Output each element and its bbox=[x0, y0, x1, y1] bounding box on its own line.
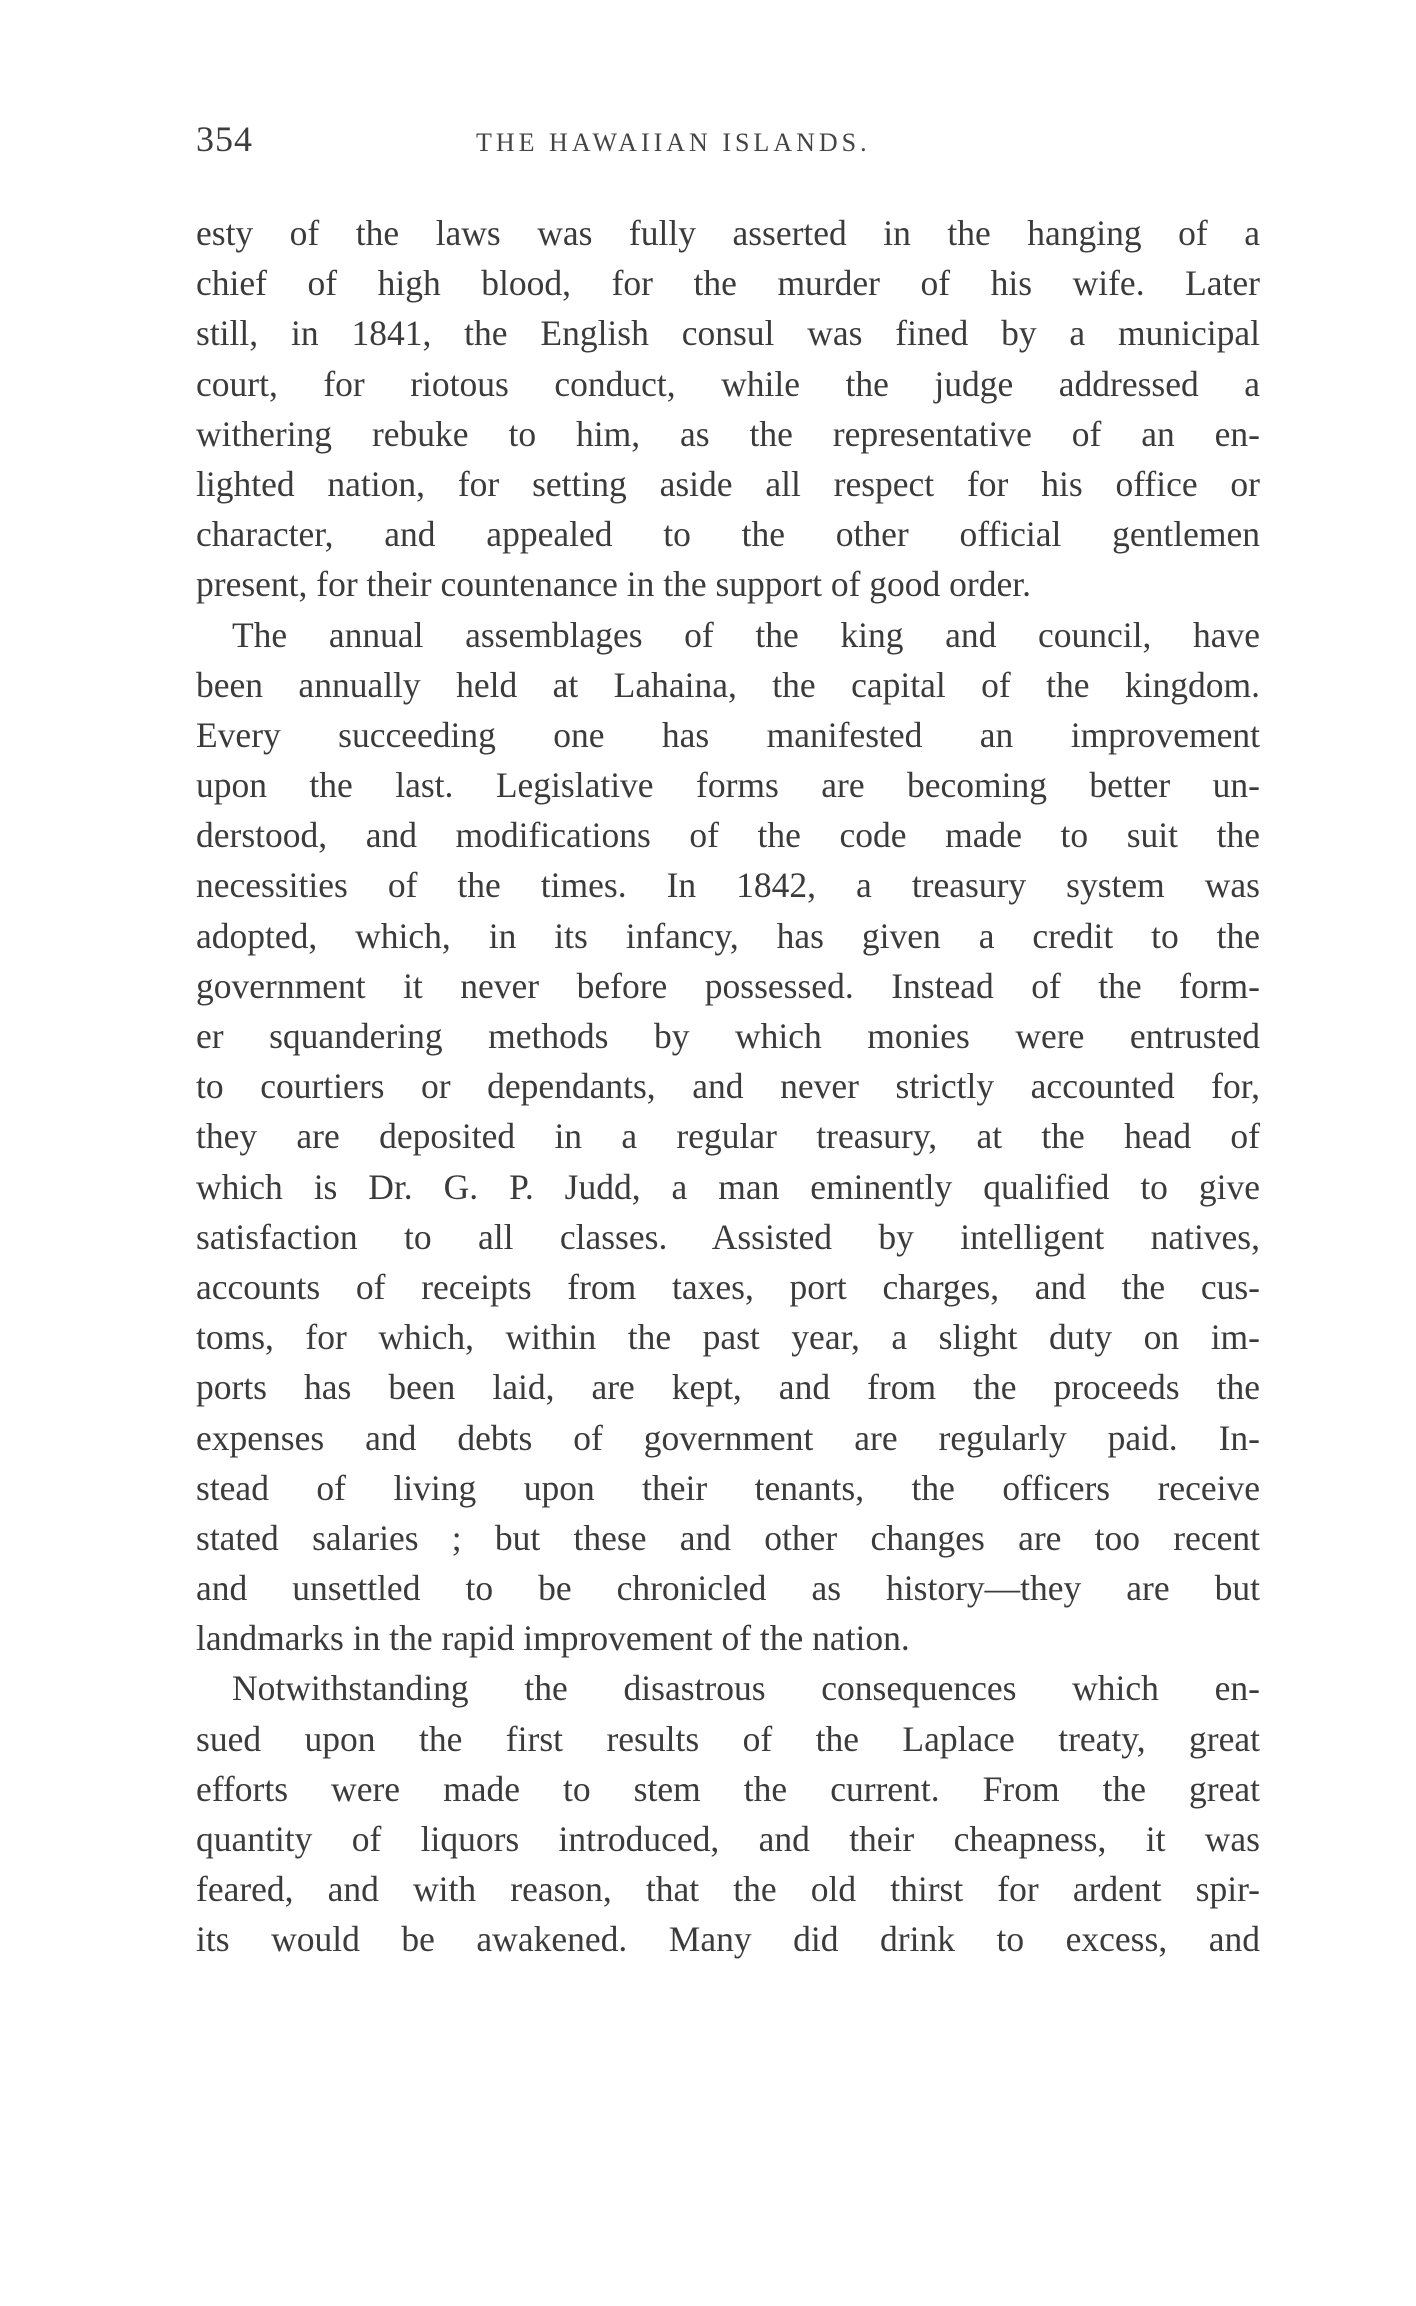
text-line: esty of the laws was fully asserted in the hanging of a bbox=[196, 213, 1260, 253]
text-line: they are deposited in a regular treasury, at the head of bbox=[196, 1116, 1260, 1157]
text-line: which is Dr. G. P. Judd, a man eminently qualified to give bbox=[196, 1166, 1260, 1207]
text-line: chief of high blood, for the murder of his wife. Later bbox=[196, 263, 1260, 304]
text-line: its would be awakened. Many did drink to excess, and bbox=[196, 1919, 1260, 1960]
text-line: government it never before possessed. Instead of the form- bbox=[196, 965, 1260, 1006]
text-line: still, in 1841, the English consul was fined by a municipal bbox=[196, 313, 1260, 354]
text-line: stated salaries ; but these and other changes are too recent bbox=[196, 1517, 1260, 1558]
text-line: ports has been laid, are kept, and from the proceeds the bbox=[196, 1367, 1260, 1408]
text-line: adopted, which, in its infancy, has given a credit to the bbox=[196, 915, 1260, 956]
text-line: expenses and debts of government are regularly paid. In- bbox=[196, 1417, 1260, 1458]
text-line: and unsettled to be chronicled as history—they are but bbox=[196, 1568, 1260, 1609]
text-line: necessities of the times. In 1842, a treasury system was bbox=[196, 865, 1260, 906]
text-line: withering rebuke to him, as the representative of an en- bbox=[196, 413, 1260, 454]
text-line: er squandering methods by which monies were entrusted bbox=[196, 1016, 1260, 1056]
running-title: THE HAWAIIAN ISLANDS. bbox=[476, 128, 871, 157]
page-number: 354 bbox=[196, 119, 253, 159]
text-line: satisfaction to all classes. Assisted by intelligent natives, bbox=[196, 1216, 1260, 1257]
text-line: landmarks in the rapid improvement of the nation. bbox=[196, 1618, 910, 1659]
text-line: accounts of receipts from taxes, port charges, and the cus- bbox=[196, 1266, 1260, 1307]
text-line: stead of living upon their tenants, the officers receive bbox=[196, 1467, 1260, 1508]
text-line: court, for riotous conduct, while the judge addressed a bbox=[196, 363, 1260, 404]
text-line: lighted nation, for setting aside all respect for his office or bbox=[196, 463, 1260, 504]
text-line: Every succeeding one has manifested an improvement bbox=[196, 714, 1260, 755]
text-line: toms, for which, within the past year, a slight duty on im- bbox=[196, 1317, 1260, 1358]
text-line: upon the last. Legislative forms are becoming better un- bbox=[196, 765, 1260, 806]
text-line: present, for their countenance in the support of good order. bbox=[196, 564, 1031, 605]
text-line: The annual assemblages of the king and council, have bbox=[232, 614, 1260, 655]
text-line: been annually held at Lahaina, the capital of the kingdom. bbox=[196, 664, 1260, 705]
text-line: feared, and with reason, that the old thirst for ardent spir- bbox=[196, 1869, 1260, 1910]
running-head bbox=[196, 118, 1260, 168]
text-line: efforts were made to stem the current. From the great bbox=[196, 1768, 1260, 1809]
text-line: to courtiers or dependants, and never strictly accounted for, bbox=[196, 1066, 1260, 1107]
body-text bbox=[196, 208, 1260, 1965]
text-line: derstood, and modifications of the code made to suit the bbox=[196, 815, 1260, 856]
text-line: sued upon the first results of the Laplace treaty, great bbox=[196, 1718, 1260, 1759]
text-line: Notwithstanding the disastrous consequences which en- bbox=[232, 1668, 1260, 1709]
text-line: character, and appealed to the other official gentlemen bbox=[196, 514, 1260, 555]
text-line: quantity of liquors introduced, and their cheapness, it was bbox=[196, 1819, 1260, 1859]
